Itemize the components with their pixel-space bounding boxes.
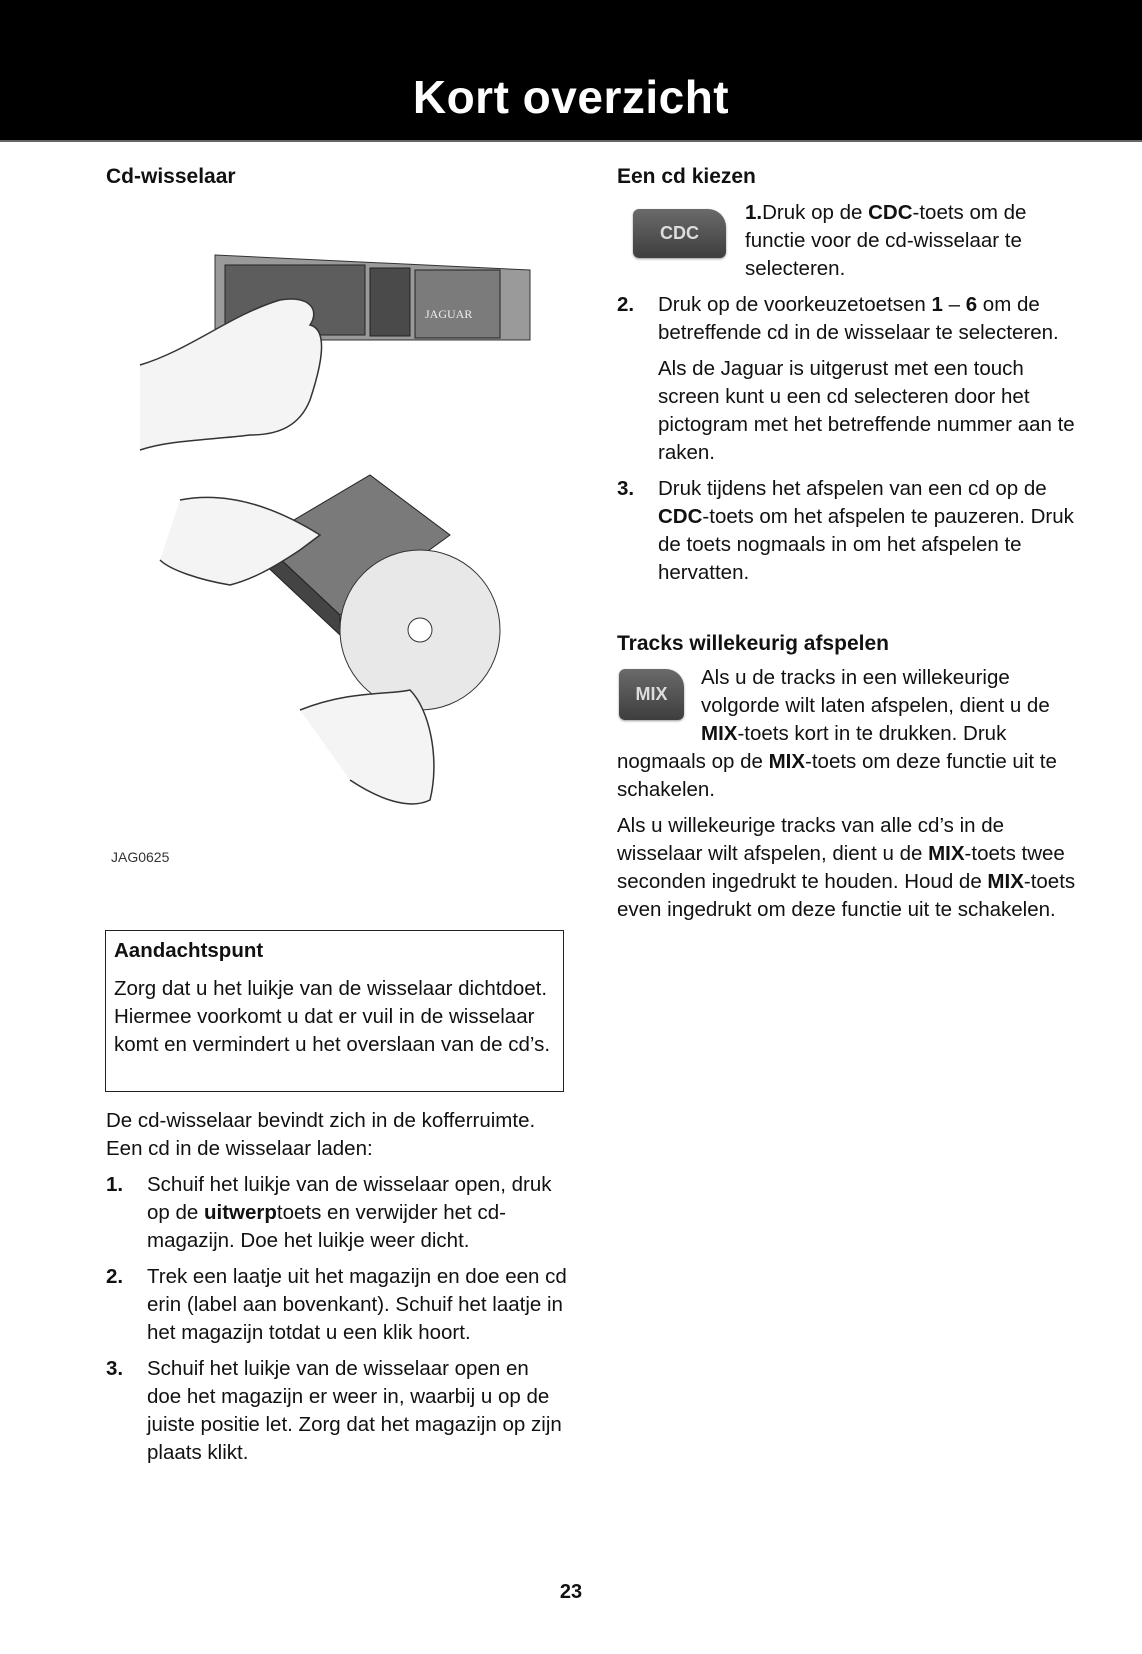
step-number: 2. bbox=[106, 1265, 124, 1288]
page-number: 23 bbox=[559, 1581, 583, 1603]
header-band bbox=[0, 0, 1142, 142]
page-title: Kort overzicht bbox=[412, 71, 730, 123]
jaguar-logo: JAGUAR bbox=[425, 307, 473, 321]
cd-hole bbox=[408, 618, 432, 642]
step-text: Schuif het luikje van de wisselaar open en doe het magazijn er weer in, waarbij u op de juiste positie let. Zorg dat het magazijn op zijn plaats klikt. bbox=[147, 1357, 562, 1464]
mix-paragraph-1: Als u de tracks in een willekeurige volgorde wilt laten afspelen, dient u de MIX-toets kort in te drukken. Druk nogmaals op de MIX-toets om deze functie uit te schakelen. bbox=[617, 666, 1057, 801]
list-item bbox=[106, 1355, 568, 1467]
step-number: 3. bbox=[106, 1357, 124, 1380]
step-2: 2. Druk op de voorkeuzetoetsen 1 – 6 om de betreffende cd in de wisselaar te selecteren. bbox=[617, 293, 1059, 344]
note-title: Aandachtspunt bbox=[114, 939, 264, 962]
figure-caption: JAG0625 bbox=[111, 849, 170, 865]
right-body bbox=[617, 199, 1077, 595]
left-body bbox=[106, 1107, 568, 1475]
list-item bbox=[106, 1263, 568, 1347]
hand-bottom bbox=[300, 690, 434, 804]
mix-paragraph-2: Als u willekeurige tracks van alle cd’s in de wisselaar wilt afspelen, dient u de MIX-toets twee seconden ingedrukt te houden. Houd de MIX-toets even ingedrukt om deze functie uit te schakelen. bbox=[617, 814, 1076, 921]
hand-top bbox=[140, 299, 322, 450]
step-text: Trek een laatje uit het magazijn en doe een cd erin (label aan bovenkant). Schuif het laatje in het magazijn totdat u een klik hoort. bbox=[147, 1265, 567, 1344]
section-heading-cd-changer: Cd-wisselaar bbox=[106, 165, 236, 188]
note-text: Zorg dat u het luikje van de wisselaar dichtdoet. Hiermee voorkomt u dat er vuil in de wisselaar komt en vermindert u het overslaan van de cd’s. bbox=[114, 977, 551, 1056]
mix-text bbox=[617, 664, 1077, 932]
cdc-key-icon: CDC bbox=[633, 209, 726, 258]
step-text: Schuif het luikje van de wisselaar open, druk op de uitwerptoets en verwijder het cd-magazijn. Doe het luikje weer dicht. bbox=[147, 1173, 552, 1252]
step-2-extra: Als de Jaguar is uitgerust met een touch screen kunt u een cd selecteren door het pictogram met het betreffende nummer aan te raken. bbox=[658, 357, 1075, 464]
step-3: 3. Druk tijdens het afspelen van een cd op de CDC-toets om het afspelen te pauzeren. Druk de toets nogmaals in om het afspelen te hervatten. bbox=[617, 477, 1074, 584]
mix-key-icon: MIX bbox=[619, 669, 684, 720]
list-item bbox=[106, 1171, 568, 1255]
step-1: 1.Druk op de CDC-toets om de functie voor de cd-wisselaar te selecteren. bbox=[745, 201, 1027, 280]
cd-changer-illustration bbox=[130, 240, 550, 850]
section-heading-choose-cd: Een cd kiezen bbox=[617, 165, 756, 188]
intro-text: De cd-wisselaar bevindt zich in de kofferruimte. Een cd in de wisselaar laden: bbox=[106, 1109, 536, 1160]
attention-note bbox=[105, 930, 564, 1092]
section-heading-random-tracks: Tracks willekeurig afspelen bbox=[617, 632, 889, 655]
step-number: 1. bbox=[106, 1173, 124, 1196]
